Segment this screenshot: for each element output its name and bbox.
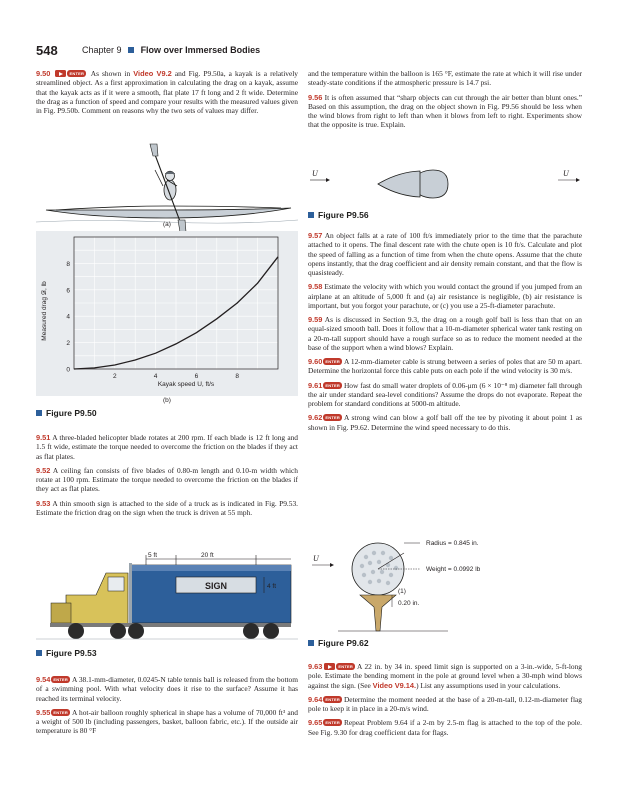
u-label-right: U xyxy=(563,169,569,178)
enter-badge-icon: ENTER xyxy=(69,71,85,76)
running-header xyxy=(82,45,260,55)
problem-number: 9.63 xyxy=(308,662,323,671)
problem-text: A thin smooth sign is attached to the side of a truck as is indicated in Fig. P9.53. Estimate the friction drag on the sign when the truck is driven at 55 mph. xyxy=(36,498,298,517)
caption-text: Figure P9.56 xyxy=(318,210,369,220)
problem-text: An object falls at a rate of 100 ft/s immediately prior to the time that the parachute attached to it opens. The final descent rate with the chute open is 10 ft/s. Calculate and plot the speed of falling as a function of time from when the chute opens. Assume that the chute opens instantly, that the drag coefficient and air density remain constant, and that the flow is quasisteady. xyxy=(308,231,582,277)
point-1-label: (1) xyxy=(398,588,406,595)
enter-badge-icon: ENTER xyxy=(325,415,340,421)
enter-badge-icon: ENTER xyxy=(325,720,340,726)
u-label: U xyxy=(313,554,319,563)
problem-text: A three-bladed helicopter blade rotates at 200 rpm. If each blade is 12 ft long and 1.5 ft wide, estimate the torque needed to overcome the friction on the blades if they act as flat plates. xyxy=(36,433,298,461)
problem-text: List any assumptions used in your calculations. xyxy=(420,680,561,690)
page-number: 548 xyxy=(36,43,58,58)
y-axis-label: Measured drag 𝒟, lb xyxy=(41,281,48,341)
y-tick-label: 6 xyxy=(66,287,70,295)
problem-number: 9.65 xyxy=(308,718,323,728)
enter-badge-icon: ENTER xyxy=(325,382,340,388)
problem-text: A strong wind can blow a golf ball off the tee by pivoting it about point 1 as shown in Fig. P9.62. Determine the wind speed necessary to do this. xyxy=(308,413,582,432)
problem-9-50 xyxy=(36,69,298,115)
problem-text: A hot-air balloon roughly spherical in shape has a volume of 70,000 ft³ and a weight of 500 lb (including passengers, basket, balloon fabric, etc.). If the outside air temperature is 80 °F xyxy=(36,707,298,736)
enter-badge-icon: ENTER xyxy=(53,677,68,682)
video-link[interactable]: Video V9.2 xyxy=(133,69,172,78)
trailer xyxy=(131,565,291,623)
enter-badge-icon: ENTER xyxy=(325,696,340,702)
u-label-left: U xyxy=(312,169,318,178)
problem-text: As shown in xyxy=(90,69,131,78)
caption-text: Figure P9.62 xyxy=(318,638,369,648)
problem-number: 9.51 xyxy=(36,433,51,442)
subfigure-label-a: (a) xyxy=(163,221,171,228)
x-tick-label: 2 xyxy=(112,373,117,380)
chapter-label: Chapter 9 xyxy=(82,45,122,55)
problem-9-52 xyxy=(36,466,298,494)
x-tick-label: 4 xyxy=(153,373,158,380)
problem-text: Repeat Problem 9.64 if a 2-m by 2.5-m flag is attached to the top of the pole. See Fig. 9.30 for drag coefficient data for flags. xyxy=(308,718,582,737)
caption-bullet-icon xyxy=(36,650,42,656)
y-tick-label: 4 xyxy=(66,313,70,321)
wheel xyxy=(68,623,84,639)
problem-text: How fast do small water droplets of 0.06-μm (6 × 10⁻⁸ m) diameter fall through the air under standard sea-level conditions? Assume the drops do not evaporate. Repeat the problem for standard conditions at 5000-m altitude. xyxy=(308,380,582,408)
problem-number: 9.60 xyxy=(308,357,323,366)
problem-number: 9.59 xyxy=(308,315,323,324)
problem-9-65 xyxy=(308,718,582,737)
figure-caption-p9-56 xyxy=(308,210,369,220)
x-tick-label: 8 xyxy=(235,373,240,380)
weight-label: Weight = 0.0992 lb xyxy=(426,566,481,573)
problem-number: 9.62 xyxy=(308,413,323,423)
problem-9-51 xyxy=(36,433,298,461)
problems-9-51-to-9-53 xyxy=(36,433,298,522)
figure-caption-p9-62 xyxy=(308,638,369,648)
enter-badge-icon: ENTER xyxy=(325,359,340,364)
problem-9-63: 9.63 ENTER A 22 in. by 34 in. speed limit sign is supported on a 3-in.-wide, 5-ft-long pole. Estimate the bending moment in the pole at ground level when a 30-mph wind blows against the sign. (See Video V9.14.) List any assumptions used in your calculations. xyxy=(308,662,582,690)
caption-text: Figure P9.50 xyxy=(46,408,97,418)
caption-bullet-icon xyxy=(36,410,42,416)
problem-9-58 xyxy=(308,282,582,310)
wheel xyxy=(110,623,126,639)
right-column-middle xyxy=(308,231,582,437)
problem-text: and Fig. P9.50a, a kayak is a relatively streamlined object. As a first approximation in calculating the drag on a kayak, assume that the kayak acts as if it were a smooth, flat plate 17 ft long and 2 ft wide. Determine the drag as a function of speed and compare your results with the measured values given in Fig. P9.50b. Comment on reasons why the two sets of values may differ. xyxy=(36,69,299,115)
x-axis-label: Kayak speed U, ft/s xyxy=(157,381,215,388)
truck-figure xyxy=(36,545,298,645)
problem-9-60 xyxy=(308,357,582,376)
right-column-top xyxy=(308,69,582,135)
wheel xyxy=(128,623,144,639)
video-icon xyxy=(55,70,66,77)
problem-number: 9.61 xyxy=(308,380,323,390)
x-tick-label: 6 xyxy=(194,373,199,380)
problem-number: 9.53 xyxy=(36,498,51,508)
problem-text: It is often assumed that “sharp objects can cut through the air better than blunt ones.” Based on this assumption, the drag on the object shown in Fig. P9.56 should be less when the wind blows from right to left than when it blows from left to right. Experiments show that the opposite is true. Explain. xyxy=(308,92,582,130)
header-bullet-icon xyxy=(128,47,134,53)
caption-bullet-icon xyxy=(308,212,314,218)
chart-background xyxy=(36,231,298,396)
enter-badge-icon: ENTER xyxy=(53,709,68,715)
y-tick-label: 2 xyxy=(66,340,70,348)
teardrop-figure xyxy=(308,166,582,204)
problem-9-53 xyxy=(36,499,298,518)
problem-number: 9.55 xyxy=(36,707,51,717)
problem-9-61 xyxy=(308,381,582,409)
video-icon xyxy=(324,663,335,670)
problem-text: As is discussed in Section 9.3, the drag on a rough golf ball is less than that on an equal-sized smooth ball. Does it follow that a 10-m-diameter spherical water tank resting on a 20-m-tall support should have a rough surface so as to reduce the moment needed at the base of the support when a wind blows? Explain. xyxy=(308,315,582,352)
problem-text: Estimate the velocity with which you would contact the ground if you jumped from an airplane at an altitude of 5,000 ft and (a) air resistance is negligible, (b) air resistance is important, but you forgot your parachute, or (c) you use a 25-ft-diameter parachute. xyxy=(308,282,582,310)
figure-caption-p9-50 xyxy=(36,408,97,418)
problem-text: A 22 in. by 34 in. speed limit sign is supported on a 3-in.-wide, 5-ft-long pole. Estimate the bending moment in the pole at ground level when a 30-mph wind blows against the sign. (See xyxy=(308,662,582,690)
problem-number: 9.64 xyxy=(308,694,323,704)
problem-9-54 xyxy=(36,675,298,703)
height-label: 0.20 in. xyxy=(398,600,420,607)
video-link[interactable]: Video V9.14. xyxy=(372,680,417,690)
problem-text: A 12-mm-diameter cable is strung between a series of poles that are 50 m apart. Determine the horizontal force this cable puts on each pole if the wind velocity is 30 m/s. xyxy=(308,357,582,376)
problem-9-62 xyxy=(308,413,582,432)
problem-number: 9.56 xyxy=(308,92,323,102)
problem-text: Determine the moment needed at the base of a 20-m-tall, 0.12-m-diameter flag pole to keep it in place in a 20-m/s wind. xyxy=(308,694,582,713)
problem-number: 9.50 xyxy=(36,69,51,78)
figure-caption-p9-53 xyxy=(36,648,97,658)
problem-number: 9.58 xyxy=(308,282,323,292)
wheel xyxy=(243,623,259,639)
y-tick-label: 8 xyxy=(66,260,70,268)
problem-9-64 xyxy=(308,695,582,714)
problem-number: 9.52 xyxy=(36,465,51,475)
drag-chart xyxy=(36,231,298,396)
wheel xyxy=(263,623,279,639)
kayak-figure xyxy=(36,140,298,232)
subfigure-label-b: (b) xyxy=(163,397,171,404)
problem-text: A 38.1-mm-diameter, 0.0245-N table tennis ball is released from the bottom of a swimming pool. With what velocity does it rise to the surface? Assume it has reached its terminal velocity. xyxy=(36,675,298,703)
y-tick-label: 0 xyxy=(66,366,70,374)
caption-text: Figure P9.53 xyxy=(46,648,97,658)
tee xyxy=(360,595,396,631)
problem-number: 9.54 xyxy=(36,675,51,684)
problem-9-55-continued: and the temperature within the balloon is 165 °F, estimate the rate at which it will rise under steady-state conditions if the atmospheric pressure is 14.7 psi. xyxy=(308,69,582,88)
right-column-bottom xyxy=(308,662,582,742)
sign-label: SIGN xyxy=(204,581,228,591)
problem-text: A ceiling fan consists of five blades of 0.80-m length and 0.10-m width which rotate at 100 rpm. Estimate the torque needed to overcome the friction on the blades if they act as flat plates. xyxy=(36,465,298,494)
problem-9-59 xyxy=(308,315,582,352)
dimension-5ft: 5 ft xyxy=(148,552,158,559)
dimension-20ft: 20 ft xyxy=(201,552,214,559)
problem-9-56 xyxy=(308,93,582,130)
problem-9-55 xyxy=(36,708,298,736)
chapter-title: Flow over Immersed Bodies xyxy=(140,45,261,55)
radius-label: Radius = 0.845 in. xyxy=(426,540,479,547)
problems-9-54-to-9-55 xyxy=(36,675,298,741)
caption-bullet-icon xyxy=(308,640,314,646)
golf-ball-figure xyxy=(308,535,582,633)
dimension-4ft: 4 ft xyxy=(267,583,277,590)
problem-number: 9.57 xyxy=(308,231,323,240)
enter-badge-icon: ENTER xyxy=(338,664,353,669)
problem-9-57 xyxy=(308,231,582,277)
